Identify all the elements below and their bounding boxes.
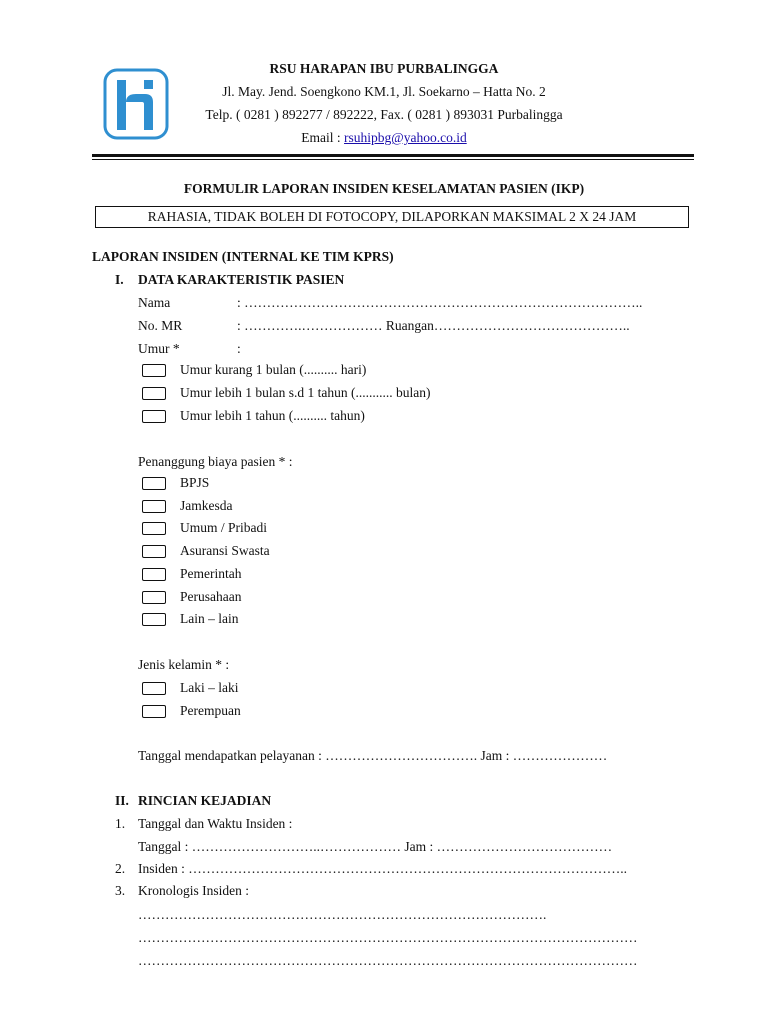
kelamin-checkbox-perempuan[interactable] [142, 705, 166, 718]
umur-option-1: Umur kurang 1 bulan (.......... hari) [180, 362, 367, 377]
umur-checkbox-1[interactable] [142, 364, 166, 377]
section2-title: RINCIAN KEJADIAN [138, 793, 272, 808]
penanggung-checkbox-umum[interactable] [142, 522, 166, 535]
umur-checkbox-2[interactable] [142, 387, 166, 400]
kronologis-line-1[interactable]: ………………………………………………………………………………. [138, 907, 547, 922]
item1-label: Tanggal dan Waktu Insiden : [138, 816, 293, 831]
kelamin-option-perempuan: Perempuan [180, 703, 241, 718]
penanggung-checkbox-asuransi[interactable] [142, 545, 166, 558]
insiden-field[interactable]: Insiden : …………………………………………………………………………………….. [138, 861, 627, 876]
penanggung-option-bpjs: BPJS [180, 475, 210, 490]
umur-colon: : [237, 341, 241, 356]
confidential-notice: RAHASIA, TIDAK BOLEH DI FOTOCOPY, DILAPORKAN MAKSIMAL 2 X 24 JAM [95, 206, 689, 228]
kelamin-label: Jenis kelamin * : [138, 657, 230, 672]
penanggung-checkbox-pemerintah[interactable] [142, 568, 166, 581]
penanggung-checkbox-bpjs[interactable] [142, 477, 166, 490]
nomr-label: No. MR [138, 318, 183, 333]
penanggung-option-asuransi: Asuransi Swasta [180, 543, 270, 558]
item3-label: Kronologis Insiden : [138, 883, 249, 898]
kronologis-line-3[interactable]: ………………………………………………………………………………………………… [138, 953, 638, 968]
umur-option-3: Umur lebih 1 tahun (.......... tahun) [180, 408, 365, 423]
org-name: RSU HARAPAN IBU PURBALINGGA [269, 61, 499, 76]
nama-label: Nama [138, 295, 171, 310]
item3-number: 3. [115, 883, 126, 898]
org-address: Jl. May. Jend. Soengkono KM.1, Jl. Soekarno – Hatta No. 2 [222, 84, 546, 99]
org-email-line [0, 130, 768, 146]
nama-field[interactable]: : …………………………………………………………………………….. [237, 295, 643, 310]
kelamin-checkbox-laki[interactable] [142, 682, 166, 695]
item1-number: 1. [115, 816, 126, 831]
umur-label-text: Umur * [138, 341, 180, 356]
penanggung-option-jamkesda: Jamkesda [180, 498, 233, 513]
header-divider-thick [92, 154, 694, 157]
nomr-ruangan-field[interactable]: : ………….……………… Ruangan…………………………………….. [237, 318, 630, 333]
tanggal-pelayanan-field[interactable]: Tanggal mendapatkan pelayanan : ……………………………. Jam : ………………… [138, 748, 608, 763]
penanggung-option-umum: Umum / Pribadi [180, 520, 267, 535]
tanggal-waktu-insiden-field[interactable]: Tanggal : ………………………..……………… Jam : ………………………………… [138, 839, 613, 854]
penanggung-option-lain: Lain – lain [180, 611, 239, 626]
umur-checkbox-3[interactable] [142, 410, 166, 423]
penanggung-label: Penanggung biaya pasien * : [138, 454, 293, 469]
penanggung-option-pemerintah: Pemerintah [180, 566, 242, 581]
penanggung-checkbox-perusahaan[interactable] [142, 591, 166, 604]
org-phone: Telp. ( 0281 ) 892277 / 892222, Fax. ( 0281 ) 893031 Purbalingga [205, 107, 563, 122]
item2-number: 2. [115, 861, 126, 876]
kronologis-line-2[interactable]: ………………………………………………………………………………………………… [138, 930, 638, 945]
kelamin-option-laki: Laki – laki [180, 680, 239, 695]
header-divider-thin [92, 159, 694, 160]
section1-number: I. [115, 272, 124, 287]
report-heading: LAPORAN INSIDEN (INTERNAL KE TIM KPRS) [92, 249, 394, 264]
section2-number: II. [115, 793, 129, 808]
umur-option-2: Umur lebih 1 bulan s.d 1 tahun (........... bulan) [180, 385, 431, 400]
form-title: FORMULIR LAPORAN INSIDEN KESELAMATAN PASIEN (IKP) [183, 181, 585, 196]
umur-label [138, 341, 180, 357]
email-link[interactable]: rsuhipbg@yahoo.co.id [344, 130, 467, 145]
penanggung-checkbox-lain[interactable] [142, 613, 166, 626]
penanggung-option-perusahaan: Perusahaan [180, 589, 242, 604]
penanggung-checkbox-jamkesda[interactable] [142, 500, 166, 513]
section1-title: DATA KARAKTERISTIK PASIEN [138, 272, 345, 287]
email-label: Email : [301, 130, 345, 145]
